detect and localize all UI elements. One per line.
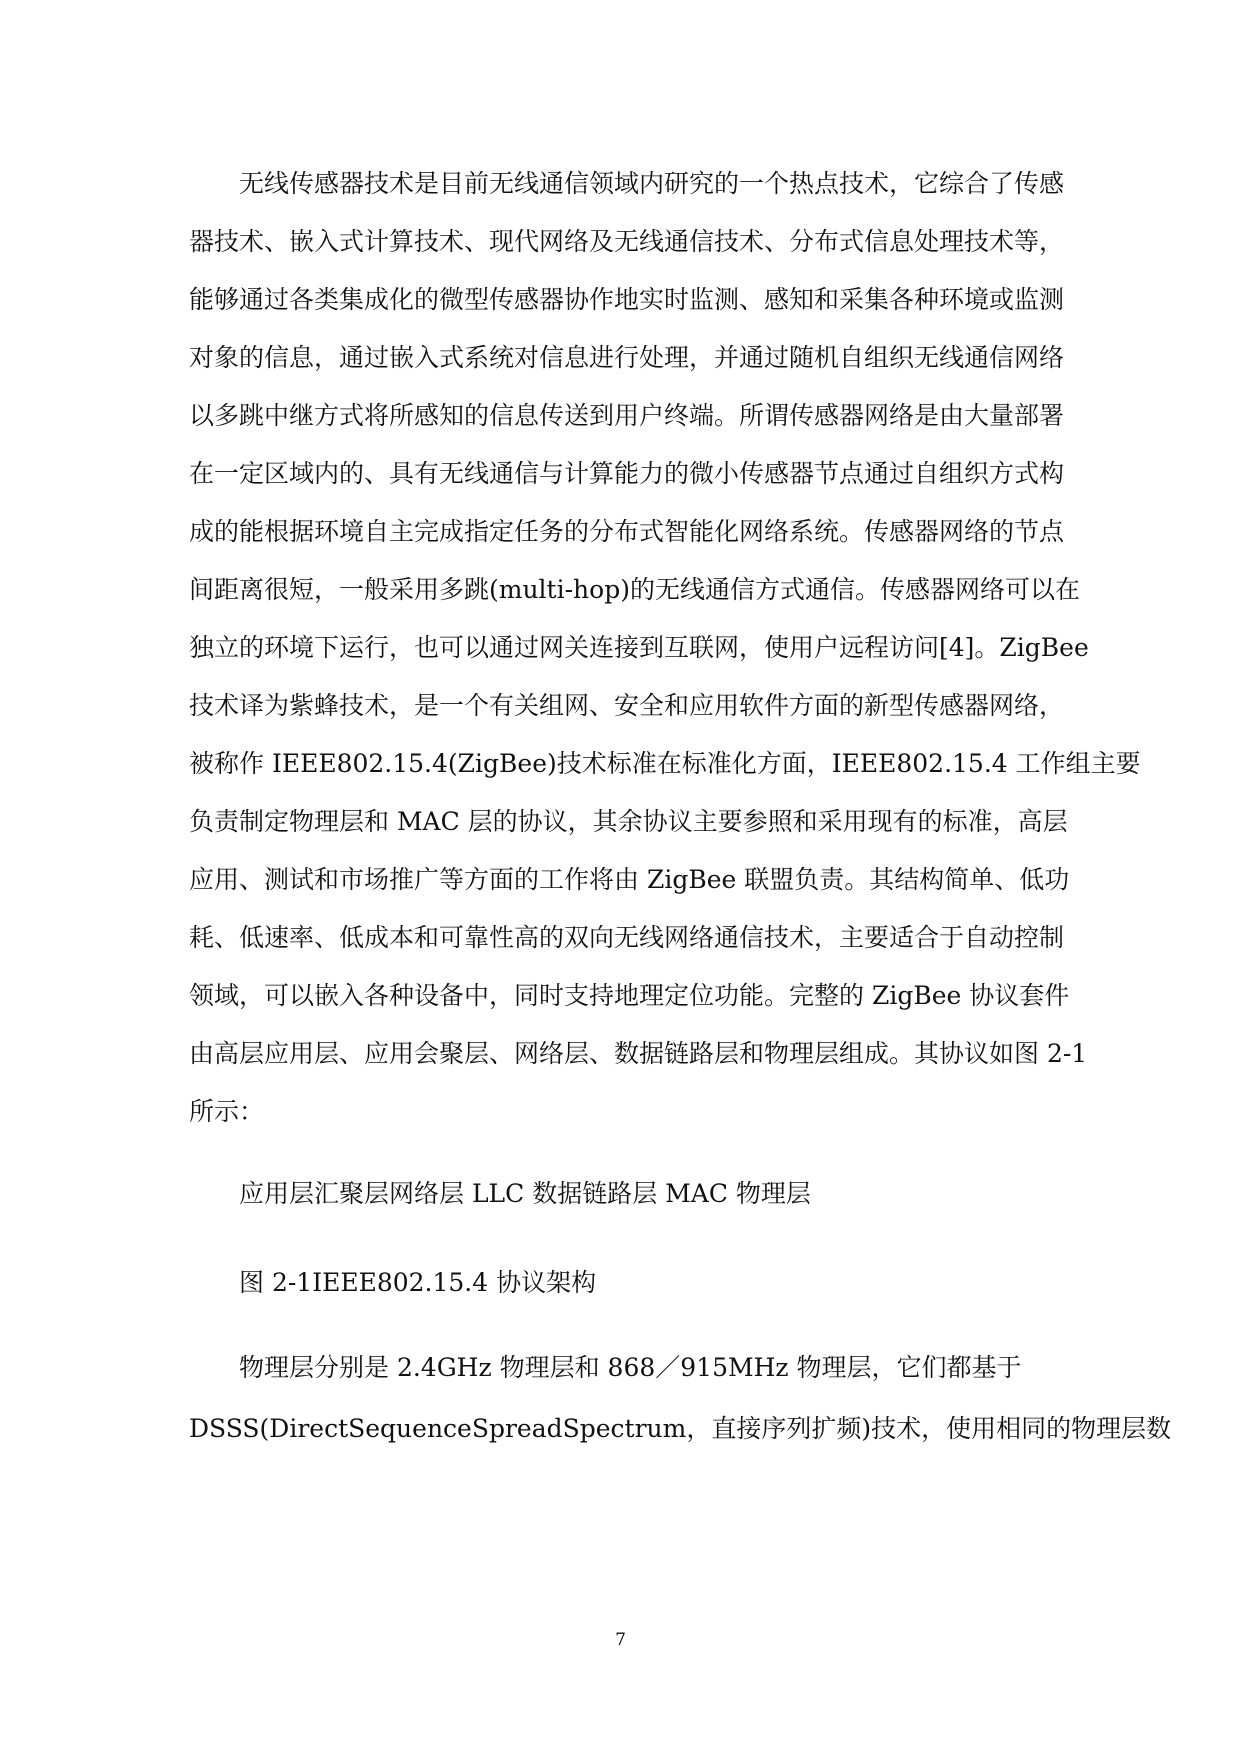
paragraph-1-line-6: 在一定区域内的、具有无线通信与计算能力的微小传感器节点通过自组织方式构 — [189, 459, 1065, 488]
paragraph-2-line-2: DSSS(DirectSequenceSpreadSpectrum，直接序列扩频)技术，使用相同的物理层数 — [189, 1414, 1172, 1443]
paragraph-1-line-14: 耗、低速率、低成本和可靠性高的双向无线网络通信技术，主要适合于自动控制 — [189, 923, 1065, 952]
figure-layers-text: 应用层汇聚层网络层 LLC 数据链路层 MAC 物理层 — [239, 1179, 811, 1208]
paragraph-1-line-13: 应用、测试和市场推广等方面的工作将由 ZigBee 联盟负责。其结构简单、低功 — [189, 865, 1070, 894]
paragraph-1-line-11: 被称作 IEEE802.15.4(ZigBee)技术标准在标准化方面，IEEE802.15.4 工作组主要 — [189, 749, 1141, 778]
paragraph-1-line-15: 领域，可以嵌入各种设备中，同时支持地理定位功能。完整的 ZigBee 协议套件 — [189, 981, 1070, 1010]
page-number: 7 — [615, 1630, 626, 1650]
paragraph-1-line-4: 对象的信息，通过嵌入式系统对信息进行处理，并通过随机自组织无线通信网络 — [189, 343, 1065, 372]
figure-caption: 图 2-1IEEE802.15.4 协议架构 — [239, 1268, 597, 1297]
paragraph-1-line-1: 无线传感器技术是目前无线通信领域内研究的一个热点技术，它综合了传感 — [239, 169, 1065, 198]
paragraph-1-line-2: 器技术、嵌入式计算技术、现代网络及无线通信技术、分布式信息处理技术等， — [189, 227, 1065, 256]
paragraph-2-line-1: 物理层分别是 2.4GHz 物理层和 868／915MHz 物理层，它们都基于 — [239, 1353, 1022, 1382]
paragraph-1-line-3: 能够通过各类集成化的微型传感器协作地实时监测、感知和采集各种环境或监测 — [189, 285, 1065, 314]
paragraph-1-line-8: 间距离很短，一般采用多跳(multi-hop)的无线通信方式通信。传感器网络可以在 — [189, 575, 1080, 604]
paragraph-1-line-12: 负责制定物理层和 MAC 层的协议，其余协议主要参照和采用现有的标准，高层 — [189, 807, 1068, 836]
paragraph-1-line-7: 成的能根据环境自主完成指定任务的分布式智能化网络系统。传感器网络的节点 — [189, 517, 1065, 546]
paragraph-1-line-10: 技术译为紫蜂技术，是一个有关组网、安全和应用软件方面的新型传感器网络， — [189, 691, 1065, 720]
paragraph-1-line-17: 所示： — [189, 1097, 265, 1126]
paragraph-1-line-5: 以多跳中继方式将所感知的信息传送到用户终端。所谓传感器网络是由大量部署 — [189, 401, 1065, 430]
paragraph-1-line-9: 独立的环境下运行，也可以通过网关连接到互联网，使用户远程访问[4]。ZigBee — [189, 633, 1089, 662]
paragraph-1-line-16: 由高层应用层、应用会聚层、网络层、数据链路层和物理层组成。其协议如图 2-1 — [189, 1039, 1088, 1068]
